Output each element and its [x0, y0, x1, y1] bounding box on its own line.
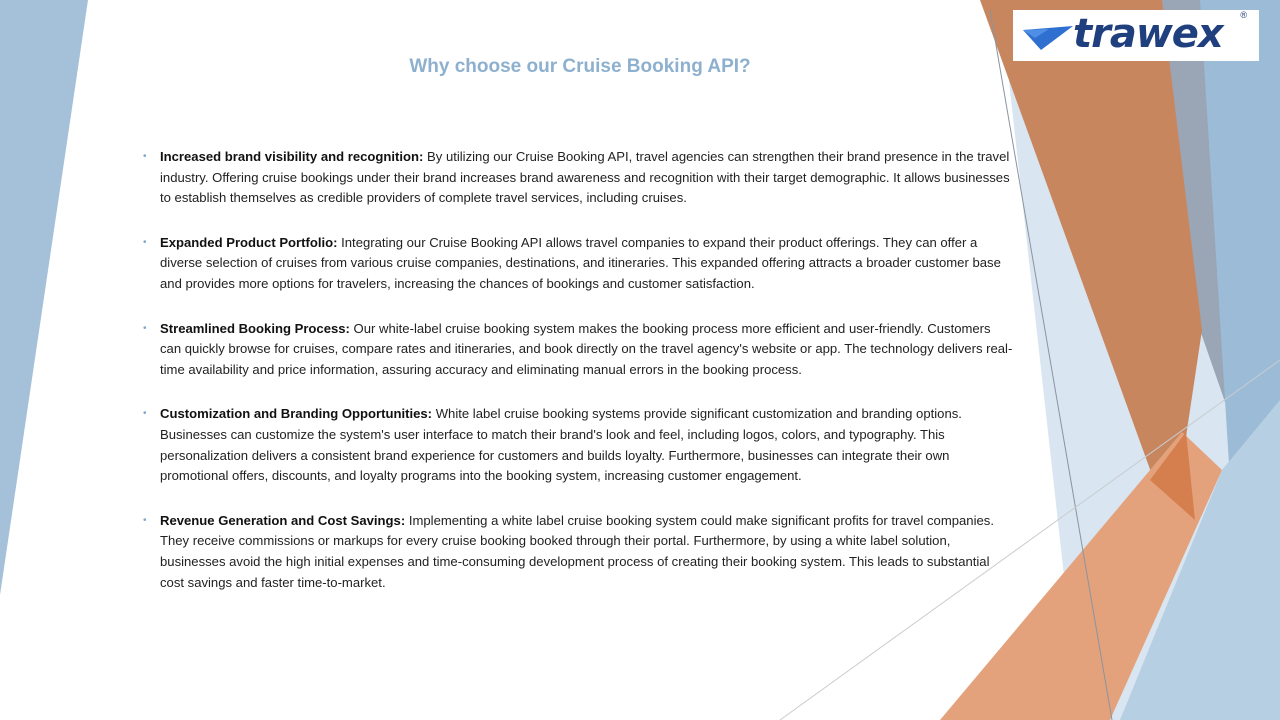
bullet-item	[140, 511, 1015, 593]
logo-text: trawex	[1073, 10, 1223, 57]
bullet-body: Our white-label cruise booking system makes the booking process more efficient and user-friendly. Customers can quickly browse for cruises, compare rates and itineraries, and book directly on the travel agency's website or app. The technology delivers real-time availability and price information, assuring accuracy and eliminating manual errors in the booking process.	[160, 320, 1013, 377]
slide-title: Why choose our Cruise Booking API?	[409, 56, 751, 77]
logo-registered-mark: ®	[1240, 10, 1247, 20]
bullet-heading: Customization and Branding Opportunities:	[160, 406, 433, 422]
bullet-item	[140, 147, 1015, 209]
bullet-item	[140, 404, 1015, 486]
bullet-dot-icon: •	[143, 322, 147, 334]
bullet-dot-icon: •	[143, 408, 147, 420]
bullet-heading: Increased brand visibility and recognition:	[160, 149, 424, 164]
bullet-heading: Expanded Product Portfolio:	[160, 234, 338, 250]
bullet-body: By utilizing our Cruise Booking API, travel agencies can strengthen their brand presence in the travel industry. Offering cruise bookings under their brand increases brand awareness and recognition with their target demographic. It allows businesses to establish themselves as credible providers of complete travel services, including cruises.	[160, 149, 1010, 206]
trawex-logo	[1013, 10, 1259, 61]
left-decor-band	[0, 0, 88, 595]
bullet-dot-icon: •	[143, 236, 147, 248]
bullet-body: White label cruise booking systems provide significant customization and branding options. Businesses can customize the system's user interface to match their brand's look and feel, including logos, colors, and typography. This personalization delivers a consistent brand experience for customers and builds loyalty. Furthermore, businesses can integrate their own promotional offers, discounts, and loyalty programs into the booking system, increasing customer engagement.	[160, 406, 962, 484]
bullet-heading: Streamlined Booking Process:	[160, 320, 350, 336]
bullet-body: Implementing a white label cruise booking system could make significant profits for travel companies. They receive commissions or markups for every cruise booking booked through their portal. Furthermore, by using a white label solution, businesses avoid the high initial expenses and time-consuming development process of creating their booking system. This leads to substantial cost savings and faster time-to-market.	[160, 512, 994, 590]
bullet-list	[140, 147, 1015, 617]
bullet-dot-icon: •	[143, 151, 147, 162]
bullet-body: Integrating our Cruise Booking API allows travel companies to expand their product offerings. They can offer a diverse selection of cruises from various cruise companies, destinations, and itineraries. This expanded offering attracts a broader customer base and provides more options for travelers, increasing the chances of bookings and customer satisfaction.	[160, 234, 1001, 291]
bullet-item	[140, 233, 1015, 295]
logo-swoosh-icon	[1019, 16, 1079, 56]
bullet-dot-icon: •	[143, 514, 147, 526]
bullet-heading: Revenue Generation and Cost Savings:	[160, 512, 406, 528]
bullet-item	[140, 319, 1015, 381]
